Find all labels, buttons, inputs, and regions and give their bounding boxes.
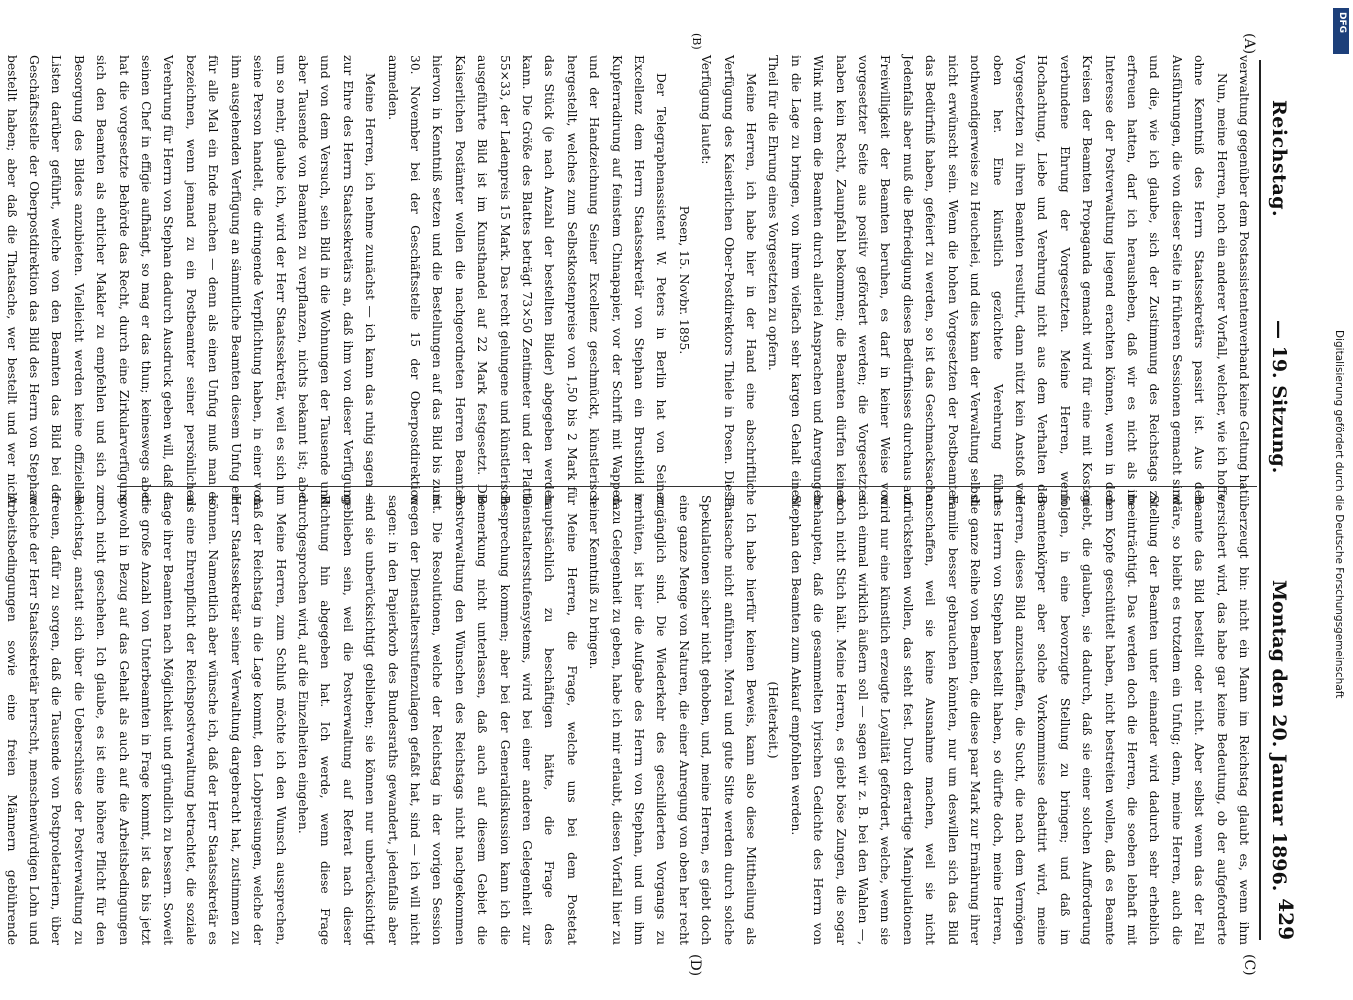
paragraph: Meine Herren, die Frage, welche uns bei dem Postetat hauptsächlich zu beschäftigen hätte, die Frage des Dienstaltersstufensystems, wird bei einer anderen Gelegenheit zur Besprechung kommen; aber bei der Generaldiskussion kann ich die Bemerkung nicht unterlassen, daß auch auf diesem Gebiet die Postverwaltung den Wünschen des Reichstags nicht nachgekommen ist. Die Resolutionen, welche der Reichstag in der vorigen Session wegen der Dienstaltersstufenzulagen gefaßt hat, sind — ich will nicht sagen: in den Papierkorb des Bundesraths gewandert, jedenfalls aber sind sie unberücksichtigt geblieben; sie können nur unberücksichtigt geblieben sein, weil die Postverwaltung auf Referat nach dieser Richtung hin abgegeben hat. Ich werde, wenn diese Frage durchgesprochen wird, auf die Einzelheiten eingehen. [295, 495, 579, 945]
margin-marker-c: (C) [1241, 954, 1257, 976]
paragraph: Ich habe hierfür keinen Beweis, kann also diese Mittheilung als Thatsache nicht anführen. Moral und gute Sitte werden durch solche Spekulationen sicher nicht gehoben, und, meine Herren, es giebt doch eine ganze Menge von Naturen, die einer Anregung von oben her recht zugänglich sind. Die Wiederkehr des geschilderten Vorgangs zu verhüten, ist hier die Aufgabe des Herrn von Stephan, und um ihm dazu Gelegenheit zu geben, habe ich mir erlaubt, diesen Vorfall hier zu seiner Kenntniß zu bringen. [587, 495, 759, 945]
paragraph: Meine Herren, ich nehme zunächst — ich kann das ruhig sagen — zur Ehre des Herrn Staatssekretärs an, daß ihm von dieser Verfügung und von dem Versuch, sein Bild in die Wohnungen der Tausende und aber Tausende von Beamten zu verpflanzen, nichts bekannt ist; aber um so mehr, glaube ich, wird der Herr Staatssekretär, weil es sich um seine Person handelt, die dringende Verpflichtung haben, in einer von ihm ausgehenden Verfügung an sämmtliche Beamten diesem Unfug ein für alle Mal ein Ende machen — denn als einen Unfug muß man es bezeichnen, wenn jemand zu ein Postbeamter seiner persönlichen Verehrung für Herrn von Stephan dadurch Ausdruck geben will, daß er seinen Chef in effigie aufhängt, so mag er das thun; keineswegs aber hat die vorgesetzte Behörde das Recht, durch eine Zirkularverfügung sich den Beamten als ehrlicher Makler zu empfehlen und sich zur Besorgung des Bildes anzubieten. Vielleicht werden keine offiziellen Listen darüber geführt, welche von den Beamten das Bild bei der Geschäftsstelle der Oberpostdirektion das Bild des Herrn von Stephan bestellt haben; aber daß die Thatsache, wer bestellt und wer nicht [4, 55, 378, 505]
paragraph: überzeugt bin: nicht ein Mann im Reichstag glaubt es, wenn ihm versichert wird, das habe gar keine Bedeutung, ob der aufgeforderte Beamte das Bild bestellt oder nicht. Aber selbst wenn das der Fall wäre, so bleibt es trotzdem ein Unfug; denn, meine Herren, auch die Stellung der Beamten unter einander wird dadurch sehr erheblich beeinträchtigt. Das werden doch die Herren, die soeben lebhaft mit dem Kopfe geschüttelt haben, nicht bestreiten wollen, daß es Beamte giebt, die glauben, sie dadurch, daß sie einer solchen Aufforderung folgen, in eine bevorzugte Stellung zu bringen; und daß im Beamtenkörper aber solche Vorkommnisse debattirt wird, meine Herren, dieses Bild anzuschaffen, die Sucht, die nach dem Vermögen des Herrn von Stephan bestellt haben, so dürfte doch, meine Herren, die ganze Reihe von Beamten, die diese paar Mark zur Ernährung ihrer Familie besser gebrauchen könnten, nur um deswillen sich das Bild anschaffen, weil sie keine Ausnahme machen, weil sie nicht zurückstehen wollen, das steht fest. Durch derartige Manipulationen wird nur eine künstlich erzeugte Loyalität gefördert, welche, wenn sie sich einmal wirklich äußern soll — sagen wir z. B. bei den Wahlen —, doch nicht Stich hält. Meine Herren, es giebt böse Zungen, die sogar behaupten, daß die gesammelten lyrischen Gedichte des Herrn von Stephan den Beamten zum Ankauf empfohlen werden. [788, 495, 1251, 945]
margin-marker-b: (B) [690, 33, 703, 50]
header-rule [1259, 60, 1261, 940]
dfg-logo: DFG [1333, 8, 1349, 54]
right-column [0, 495, 1255, 945]
page-number: 429 [1274, 898, 1298, 940]
header-session: — 19. Sitzung. [1268, 320, 1290, 474]
paragraph: verwaltung gegenüber dem Postassistentenverband keine Geltung hat. [1237, 55, 1251, 499]
margin-marker-d: (D) [687, 954, 703, 977]
quote-paragraph: Der Telegraphenassistent W. Peters in Berlin hat von Seiner Excellenz dem Herrn Staatssekretär von Stephan ein Brustbild in Kupferradirung auf feinstem Chinapapier, vor der Schrift mit Wappen und der Handzeichnung Seiner Excellenz geschmückt, künstlerisch hergestellt, welches zum Selbstkostenpreise von 1,50 bis 2 Mark für das Stück (je nach Anzahl der bestellten Bilder) abgegeben werden kann. Die Größe des Blattes beträgt 73×50 Zentimeter und der Platte 55×33, der Ladenpreis 15 Mark. Das recht gelungene und künstlerisch ausgeführte Bild ist im Kunsthandel auf 22 Mark festgesetzt. Die Kaiserlichen Postämter wollen die nachgeordneten Herren Beamten hiervon in Kenntniß setzen und die Bestellungen auf das Bild bis zum 30. November bei der Geschäftsstelle 15 der Oberpostdirektion anmelden. [385, 55, 669, 505]
page-header [1268, 40, 1308, 940]
paragraph: Meine Herren, zum Schluß möchte ich den Wunsch aussprechen, daß der Reichstag in die Lage kommt, den Lobpreisungen, welche der Herr Staatssekretär seiner Verwaltung dargebracht hat, zustimmen zu können. Namentlich aber wünsche ich, daß der Herr Staatssekretär es als eine Ehrenpflicht der Reichspostverwaltung betrachtet, die soziale Lage ihrer Beamten nach Möglichkeit und gründlich zu bessern. Soweit die große Anzahl von Unterbeamten in Frage kommt, ist das bis jetzt sowohl in Bezug auf das Gehalt als auch auf die Arbeitsbedingungen noch nicht geschehen. Ich glaube, es ist eine höhere Pflicht für den Reichstag, anstatt sich über die Ueberschüsse der Postverwaltung zu freuen, dafür zu sorgen, daß die Tausende von Postproletariern, über welche der Herr Staatssekretär herrscht, menschenwürdigen Lohn und Arbeitsbedingungen sowie eine freien Männern gebührende [4, 495, 288, 945]
paragraph: Nun, meine Herren, noch ein anderer Vorfall, welcher, wie ich hoffe, ohne Kenntniß des Herrn Staatssekretärs passirt ist. Aus den Ausführungen, die von dieser Seite in früheren Sessionen gemacht sind und die, wie ich glaube, sich der Zustimmung des Reichstags zu erfreuen hatten, darf ich herausheben, daß wir es nicht als im Interesse der Postverwaltung liegend erachten können, wenn in den Kreisen der Beamten Propaganda gemacht wird für eine mit Kosten verbundene Ehrung der Vorgesetzten. Meine Herren, wenn Hochachtung, Liebe und Verehrung nicht aus dem Verhalten der Vorgesetzten zu ihren Beamten resultirt, dann nützt kein Anstoß von oben her. Eine künstlich gezüchtete Verehrung führt nothwendigerweise zu Heuchelei, und dies kann der Verwaltung selbst nicht erwünscht sein. Wenn die hohen Vorgesetzten der Postbeamten das Bedürfniß haben, gefeiert zu werden, so ist das Geschmacksache. Jedenfalls aber muß die Befriedigung dieses Bedürfnisses durchaus auf Freiwilligkeit der Beamten beruhen, es darf in keiner Weise von vorgesetzter Seite aus positiv gefördert werden; die Vorgesetzten haben kein Recht, Zaunpfahl bekommen; die Beamten dürfen keinen Wink mit dem die Beamten durch allerlei Ansprachen und Anregungen in die Lage zu bringen, von ihrem vielfach sehr kargen Gehalt einen Theil für die Ehrung eines Vorgesetzten zu opfern. [766, 55, 1229, 505]
header-title: Reichstag. [1268, 100, 1290, 218]
quote-dateline: Posen, 15. Novbr. 1895. [676, 205, 691, 355]
credit-text: Digitalisierung gefördert durch die Deutsche Forschungsgemeinschaft [1333, 330, 1345, 699]
interjection: (Heiterkeit.) [766, 681, 781, 759]
margin-marker-a: (A) [1241, 33, 1257, 55]
header-date: Montag den 20. Januar 1896. [1268, 580, 1290, 892]
digitization-credit [1333, 330, 1347, 970]
paragraph: Meine Herren, ich habe hier in der Hand eine abschriftliche Verfügung des Kaiserlichen Ober-Postdirektors Thiele in Posen. Diese Verfügung lautet: [699, 55, 759, 505]
left-column [0, 55, 1255, 505]
column-divider [117, 486, 1257, 487]
